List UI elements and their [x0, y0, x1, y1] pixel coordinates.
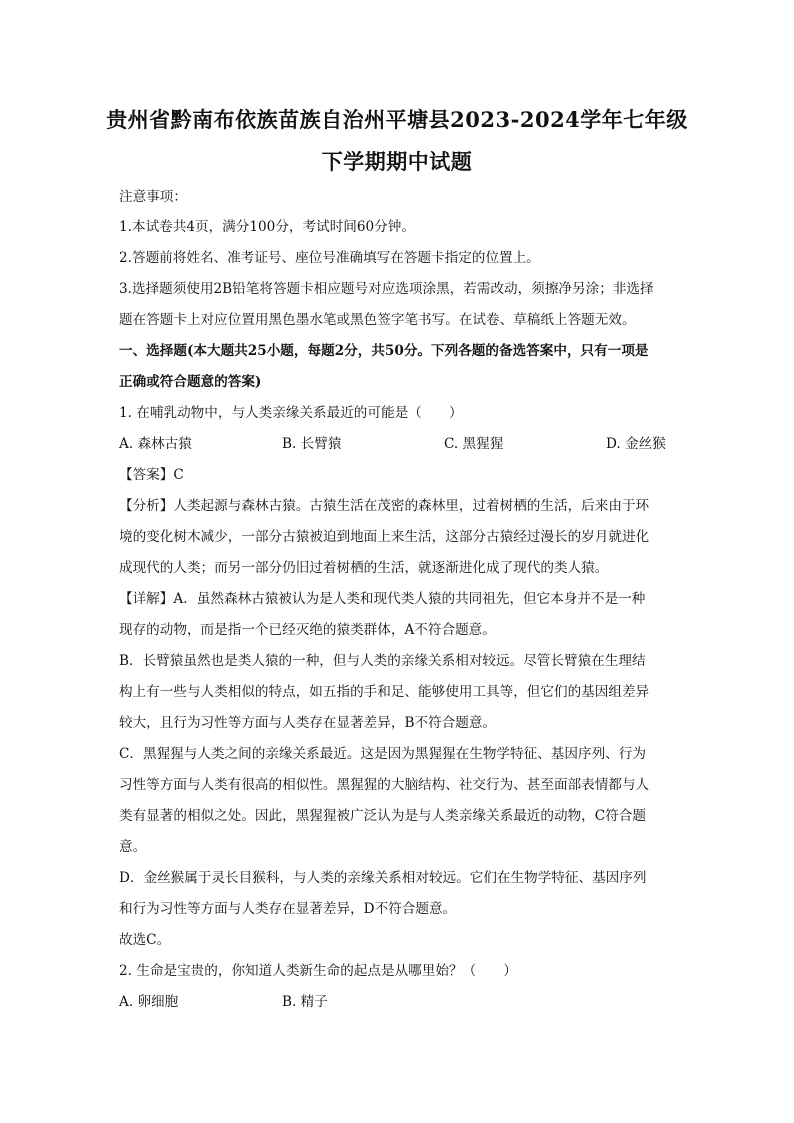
question-1-detail-line: 和行为习性等方面与人类存在显著差异，D不符合题意。 [119, 901, 457, 917]
document-title-line-1: 贵州省黔南布依族苗族自治州平塘县2023-2024学年七年级 [106, 107, 688, 132]
note-3-line-2: 题在答题卡上对应位置用黑色墨水笔或黑色签字笔书写。在试卷、草稿纸上答题无效。 [119, 312, 636, 328]
question-1-answer: 【答案】C [119, 467, 184, 483]
question-1-analysis-line: 境的变化树木减少，一部分古猿被迫到地面上来生活，这部分古猿经过漫长的岁月就进化 [119, 529, 650, 545]
notes-heading: 注意事项： [119, 189, 187, 205]
note-1: 1.本试卷共4页，满分100分，考试时间60分钟。 [119, 219, 415, 235]
question-1-detail-line: 习性等方面与人类有很高的相似性。黑猩猩的大脑结构、社交行为、甚至面部表情都与人 [119, 777, 650, 793]
question-1-detail-line: C．黑猩猩与人类之间的亲缘关系最近。这是因为黑猩猩在生物学特征、基因序列、行为 [119, 746, 646, 762]
question-2-option-a: A. 卵细胞 [119, 994, 179, 1010]
question-1-option-c: C. 黑猩猩 [444, 436, 504, 452]
question-1-option-a: A. 森林古猿 [119, 436, 192, 452]
question-1-detail-line: 类有显著的相似之处。因此，黑猩猩被广泛认为是与人类亲缘关系最近的动物，C符合题 [119, 808, 646, 824]
section-heading-line-2: 正确或符合题意的答案) [119, 374, 262, 390]
question-1-detail-line: 意。 [119, 839, 147, 855]
question-1-analysis-line: 成现代的人类；而另一部分仍旧过着树栖的生活，就逐渐进化成了现代的类人猿。 [119, 560, 609, 576]
note-2: 2.答题前将姓名、准考证号、座位号准确填写在答题卡指定的位置上。 [119, 250, 540, 266]
question-1-detail-line: D．金丝猴属于灵长目猴科，与人类的亲缘关系相对较远。它们在生物学特征、基因序列 [119, 870, 647, 886]
question-1-detail-line: 【详解】A．虽然森林古猿被认为是人类和现代类人猿的共同祖先，但它本身并不是一种 [119, 591, 646, 607]
question-1-option-d: D. 金丝猴 [606, 436, 666, 452]
question-1-stem: 1. 在哺乳动物中，与人类亲缘关系最近的可能是（ ） [119, 405, 463, 421]
question-2-stem: 2. 生命是宝贵的，你知道人类新生命的起点是从哪里始？（ ） [119, 963, 517, 979]
question-1-detail-line: 现存的动物，而是指一个已经灭绝的猿类群体，A不符合题意。 [119, 622, 496, 638]
note-3-line-1: 3.选择题须使用2B铅笔将答题卡相应题号对应选项涂黑，若需改动，须擦净另涂；非选择 [119, 281, 654, 297]
document-title-line-2: 下学期期中试题 [321, 149, 473, 174]
question-1-conclusion: 故选C。 [119, 932, 171, 948]
question-2-option-b: B. 精子 [282, 994, 328, 1010]
question-1-option-b: B. 长臂猿 [282, 436, 342, 452]
question-1-detail-line: 较大，且行为习性等方面与人类存在显著差异，B不符合题意。 [119, 715, 497, 731]
section-heading-line-1: 一、选择题(本大题共25小题，每题2分，共50分。下列各题的备选答案中，只有一项是 [119, 343, 649, 359]
question-1-detail-line: 构上有一些与人类相似的特点，如五指的手和足、能够使用工具等，但它们的基因组差异 [119, 684, 650, 700]
question-1-analysis-line: 【分析】人类起源与森林古猿。古猿生活在茂密的森林里，过着树栖的生活，后来由于环 [119, 498, 650, 514]
question-1-detail-line: B．长臂猿虽然也是类人猿的一种，但与人类的亲缘关系相对较远。尽管长臂猿在生理结 [119, 653, 646, 669]
